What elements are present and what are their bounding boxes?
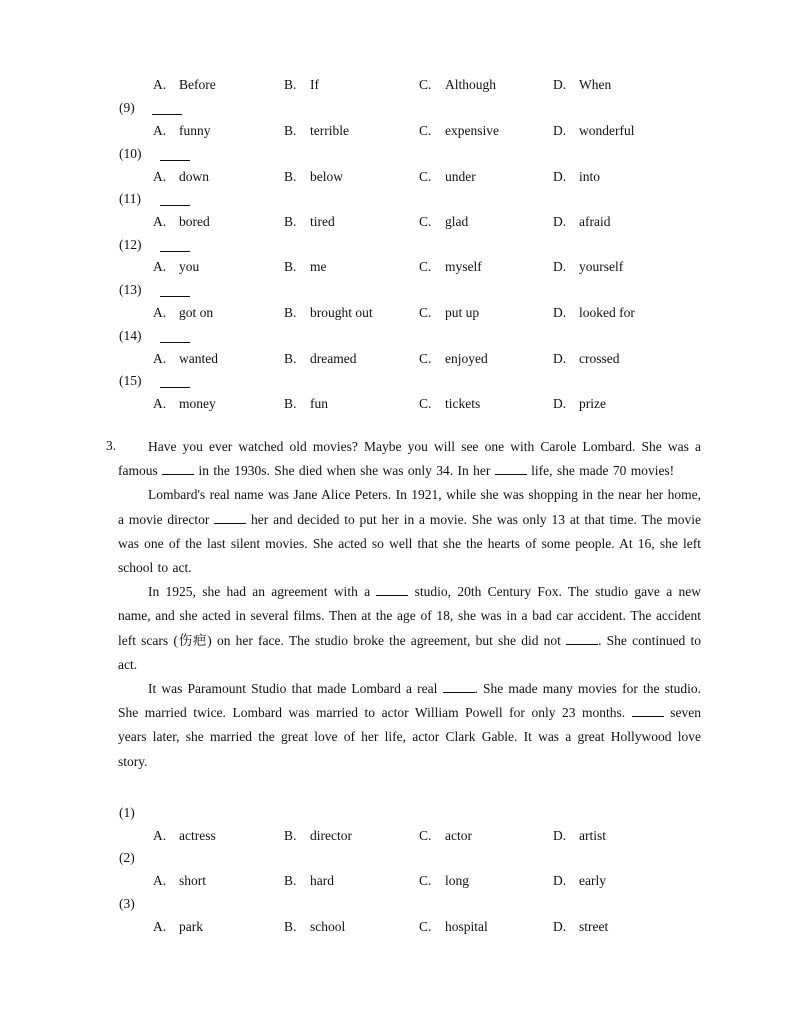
passage-paragraph-4: It was Paramount Studio that made Lombard a real . She made many movies for the studio. She married twice. Lombard was married to actor William Powell for only 23 months. seven years later, she married the great love of her life, actor Clark Gable. It was a great Hollywood love story. — [118, 681, 701, 769]
option-c: C. Although — [419, 77, 497, 92]
passage-paragraph-3: In 1925, she had an agreement with a studio, 20th Century Fox. The studio gave a new name, and she acted in several films. Then at the age of 18, she was in a bad car accident. The accident left scars (伤疤) on her face. The studio broke the agreement, but she did not . She continued to act. — [118, 584, 701, 672]
question-options-10 — [0, 169, 794, 189]
question-options-13 — [0, 305, 794, 325]
option-c: C. myself — [419, 259, 482, 274]
answer-blank-15[interactable] — [160, 387, 190, 388]
option-b: B. dreamed — [284, 351, 357, 366]
question-number-15: (15) — [119, 373, 142, 388]
passage-blank-4[interactable] — [376, 583, 408, 596]
answer-blank-11[interactable] — [160, 205, 190, 206]
option-c: C. long — [419, 873, 470, 888]
option-a: A. park — [153, 919, 203, 934]
option-d: D. artist — [553, 828, 606, 843]
option-d: D. prize — [553, 396, 606, 411]
passage-paragraph-1: Have you ever watched old movies? Maybe you will see one with Carole Lombard. She was a famous in the 1930s. She died when she was only 34. In her life, she made 70 movies! — [118, 439, 701, 479]
question-options-11 — [0, 214, 794, 234]
option-b: B. fun — [284, 396, 328, 411]
question-number-3: (3) — [119, 896, 135, 911]
option-b: B. brought out — [284, 305, 373, 320]
option-b: B. terrible — [284, 123, 349, 138]
question-options-15 — [0, 396, 794, 416]
option-a: A. wanted — [153, 351, 218, 366]
question-options-14 — [0, 351, 794, 371]
option-c: C. expensive — [419, 123, 499, 138]
option-c: C. under — [419, 169, 476, 184]
answer-blank-13[interactable] — [160, 296, 190, 297]
option-d: D. crossed — [553, 351, 620, 366]
option-a: A. bored — [153, 214, 210, 229]
item-number: 3. — [106, 438, 117, 453]
option-a: A. money — [153, 396, 216, 411]
passage-blank-5[interactable] — [566, 632, 598, 645]
option-c: C. enjoyed — [419, 351, 488, 366]
question-number-2: (2) — [119, 850, 135, 865]
question-number-12: (12) — [119, 237, 142, 252]
question-options-9 — [0, 123, 794, 143]
option-d: D. When — [553, 77, 612, 92]
option-a: A. Before — [153, 77, 216, 92]
question-options-12 — [0, 259, 794, 279]
answer-blank-12[interactable] — [160, 251, 190, 252]
question-number-14: (14) — [119, 328, 142, 343]
option-a: A. got on — [153, 305, 214, 320]
option-d: D. street — [553, 919, 609, 934]
passage-paragraph-2: Lombard's real name was Jane Alice Peters. In 1921, while she was shopping in the near her home, a movie director her and decided to put her in a movie. She was only 13 at that time. The movie was one of the last silent movies. She acted so well that she the hearts of some people. At 16, she left school to act. — [118, 487, 701, 576]
question-number-11: (11) — [119, 191, 141, 206]
option-b: B. If — [284, 77, 319, 92]
passage-blank-2[interactable] — [495, 462, 527, 475]
passage-blank-6[interactable] — [443, 680, 475, 693]
option-b: B. tired — [284, 214, 335, 229]
answer-blank-14[interactable] — [160, 342, 190, 343]
answer-blank-9[interactable] — [152, 114, 182, 115]
question-number-13: (13) — [119, 282, 142, 297]
option-b: B. school — [284, 919, 346, 934]
option-d: D. wonderful — [553, 123, 635, 138]
option-b: B. below — [284, 169, 343, 184]
option-c: C. actor — [419, 828, 472, 843]
question-number-1: (1) — [119, 805, 135, 820]
question-number-10: (10) — [119, 146, 142, 161]
option-a: A. down — [153, 169, 209, 184]
option-d: D. looked for — [553, 305, 635, 320]
option-b: B. hard — [284, 873, 334, 888]
option-c: C. glad — [419, 214, 469, 229]
option-d: D. early — [553, 873, 606, 888]
option-d: D. into — [553, 169, 601, 184]
option-a: A. short — [153, 873, 206, 888]
passage-blank-3[interactable] — [214, 511, 246, 524]
option-c: C. tickets — [419, 396, 481, 411]
option-d: D. afraid — [553, 214, 611, 229]
option-b: B. director — [284, 828, 352, 843]
question-number-9: (9) — [119, 100, 135, 115]
question-options-3 — [0, 919, 794, 939]
answer-blank-10[interactable] — [160, 160, 190, 161]
option-c: C. hospital — [419, 919, 488, 934]
option-a: A. funny — [153, 123, 211, 138]
reading-passage — [118, 435, 701, 774]
option-c: C. put up — [419, 305, 480, 320]
passage-blank-7[interactable] — [632, 704, 664, 717]
option-b: B. me — [284, 259, 327, 274]
passage-blank-1[interactable] — [162, 462, 194, 475]
question-options-1 — [0, 828, 794, 848]
question-options-2 — [0, 873, 794, 893]
option-a: A. actress — [153, 828, 216, 843]
option-a: A. you — [153, 259, 200, 274]
option-d: D. yourself — [553, 259, 624, 274]
question-options-8 — [0, 77, 794, 97]
